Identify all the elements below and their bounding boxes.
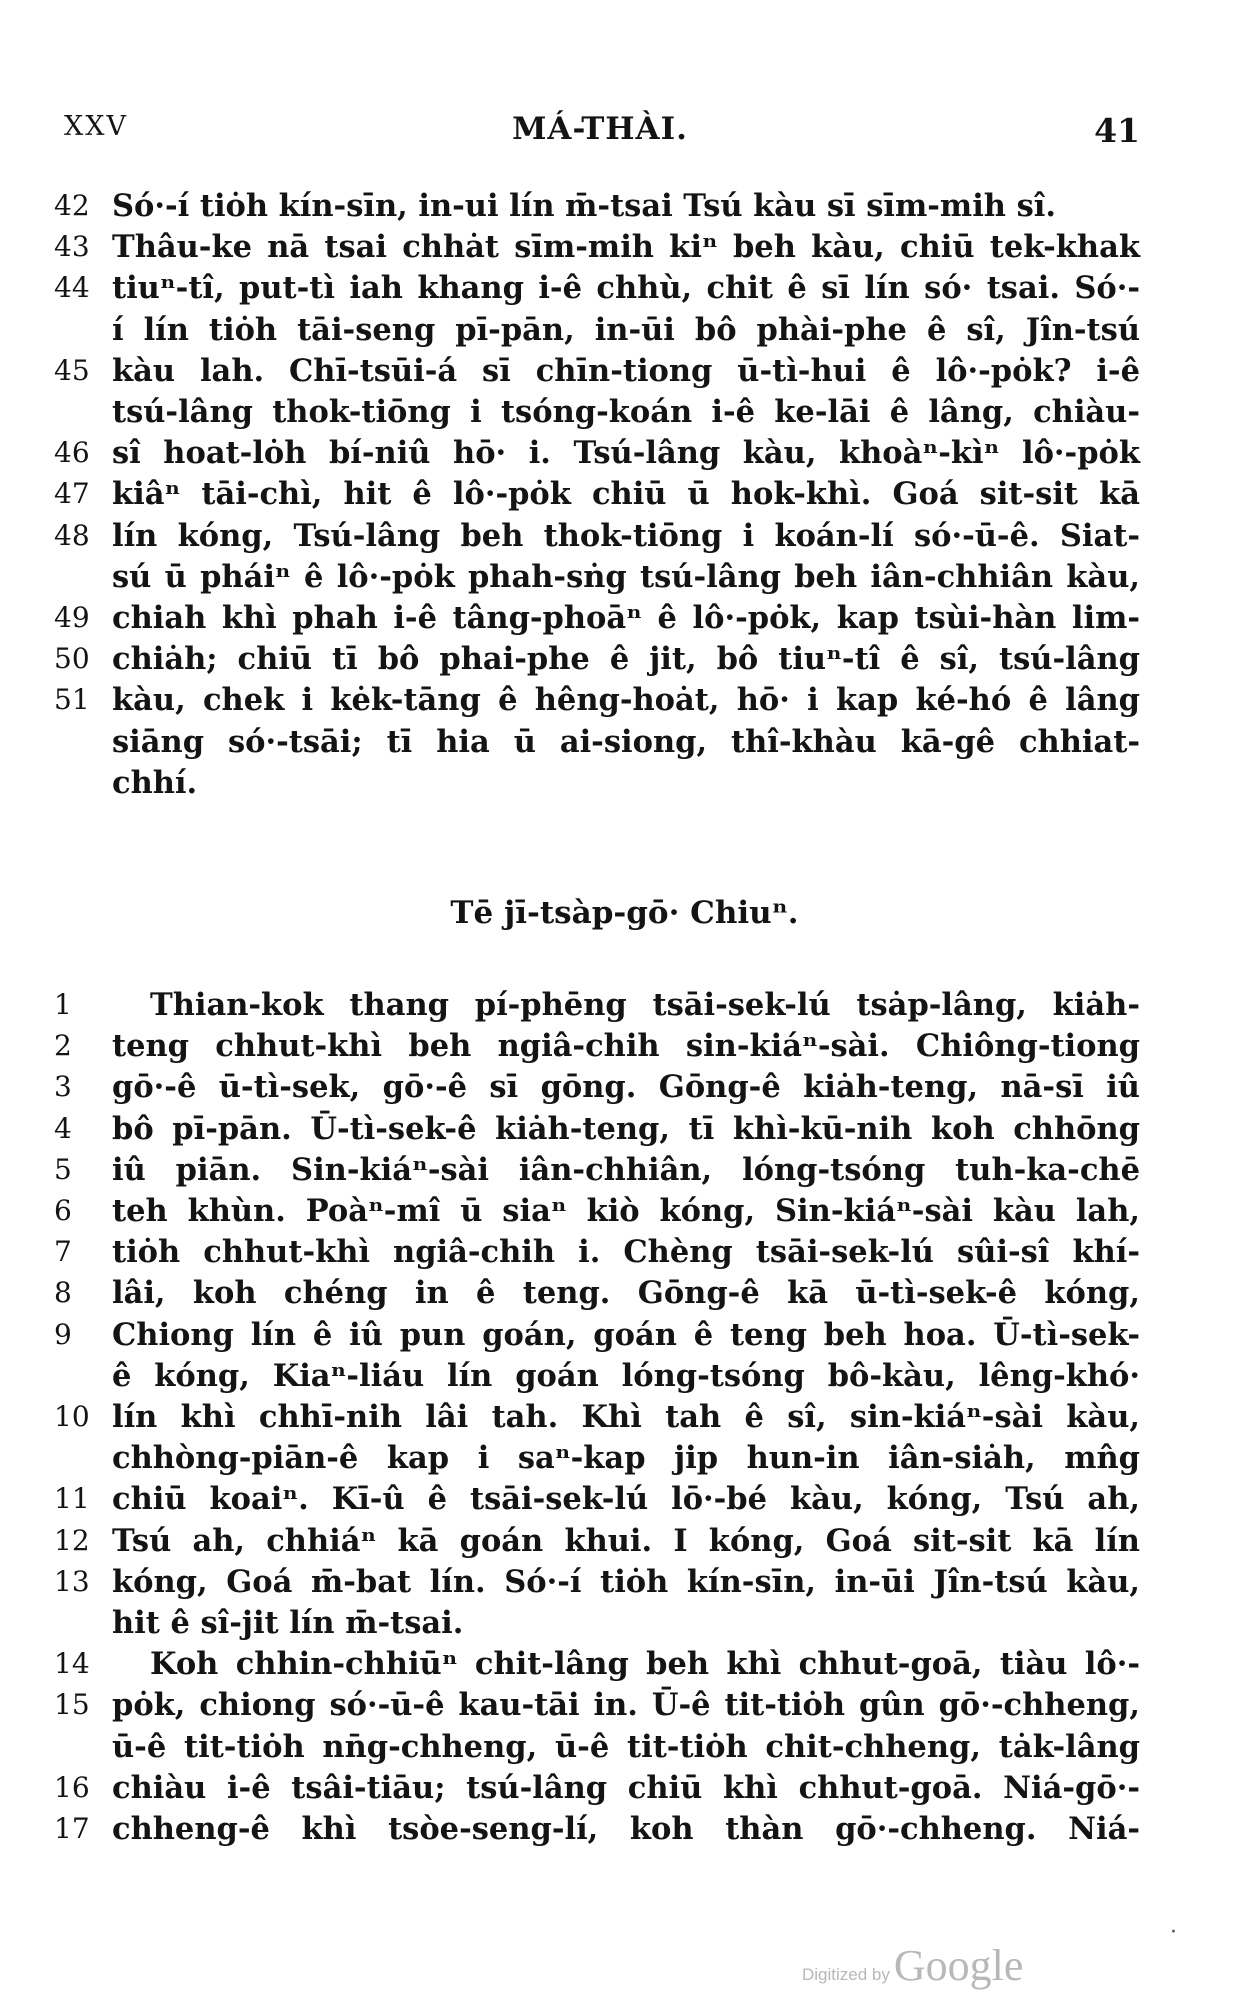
text-line: bô pī-pān. Ū-tì-sek-ê kiȧh-teng, tī khì-kū-nih koh chhōng <box>112 1110 1140 1147</box>
text-line: lín khì chhī-nih lâi tah. Khì tah ê sî, sin-kiáⁿ-sài kàu, <box>112 1399 1140 1435</box>
text-line: chiàu i-ê tsâi-tiāu; tsú-lâng chiū khì chhut-goā. Niá-gō·- <box>112 1769 1140 1806</box>
text-line: Thâu-ke nā tsai chhȧt sīm-mih kiⁿ beh kàu, chiū tek-khak <box>112 229 1140 266</box>
text-line: chiȧh; chiū tī bô phai-phe ê jit, bô tiuⁿ-tî ê sî, tsú-lâng <box>112 641 1140 678</box>
line-number: 8 <box>54 1276 72 1310</box>
text-line: kàu lah. Chī-tsūi-á sī chīn-tiong ū-tì-hui ê lô·-pȯk? i-ê <box>112 352 1140 389</box>
text-line: tiuⁿ-tî, put-tì iah khang i-ê chhù, chit ê sī lín só· tsai. Só·- <box>112 270 1140 307</box>
line-number: 14 <box>54 1647 90 1681</box>
line-number: 12 <box>54 1523 90 1557</box>
line-number: 48 <box>54 518 90 552</box>
text-line: gō·-ê ū-tì-sek, gō·-ê sī gōng. Gōng-ê kiȧh-teng, nā-sī iû <box>112 1069 1140 1106</box>
line-number: 45 <box>54 353 90 387</box>
line-number: 44 <box>54 271 90 305</box>
text-line: Tsú ah, chhiáⁿ kā goán khui. I kóng, Goá sit-sit kā lín <box>112 1522 1140 1559</box>
digitized-watermark <box>802 1940 1023 1991</box>
text-line: chhí. <box>112 764 198 801</box>
text-line: tsú-lâng thok-tiōng i tsóng-koán i-ê ke-lāi ê lâng, chiàu- <box>112 394 1140 430</box>
text-line: ū-ê tit-tiȯh nn̄g-chheng, ū-ê tit-tiȯh chit-chheng, tȧk-lâng <box>112 1728 1140 1765</box>
text-line: ê kóng, Kiaⁿ-liáu lín goán lóng-tsóng bô-kàu, lêng-khó· <box>112 1357 1140 1394</box>
line-number: 17 <box>54 1812 90 1845</box>
line-number: 51 <box>54 683 90 717</box>
page-header <box>60 111 1140 155</box>
text-line: teh khùn. Poàⁿ-mî ū siaⁿ kiò kóng, Sin-kiáⁿ-sài kàu lah, <box>112 1193 1140 1229</box>
line-number: 11 <box>54 1482 90 1516</box>
text-line: chiah khì phah i-ê tâng-phoāⁿ ê lô·-pȯk, kap tsùi-hàn lim- <box>112 600 1140 636</box>
text-line: chheng-ê khì tsòe-seng-lí, koh thàn gō·-chheng. Niá- <box>112 1811 1140 1847</box>
text-line: kóng, Goá m̄-bat lín. Só·-í tiȯh kín-sīn, in-ūi Jîn-tsú kàu, <box>112 1563 1140 1600</box>
text-line: kàu, chek i kėk-tāng ê hêng-hoȧt, hō· i kap ké-hó ê lâng <box>112 682 1140 719</box>
running-head: XXV <box>64 111 128 142</box>
line-number: 43 <box>54 230 90 264</box>
line-number: 15 <box>54 1688 90 1722</box>
line-number: 47 <box>54 477 90 511</box>
line-number: 5 <box>54 1152 72 1186</box>
text-line: tiȯh chhut-khì ngiâ-chih i. Chèng tsāi-sek-lú sûi-sî khí- <box>112 1234 1140 1271</box>
text-line: Chiong lín ê iû pun goán, goán ê teng beh hoa. Ū-tì-sek- <box>112 1316 1140 1353</box>
line-number: 7 <box>54 1235 72 1269</box>
line-number: 16 <box>54 1770 90 1804</box>
line-number: 46 <box>54 436 90 470</box>
line-number: 50 <box>54 642 90 676</box>
line-number: 6 <box>54 1194 72 1227</box>
line-number: 13 <box>54 1564 90 1598</box>
text-line: Thian-kok thang pí-phēng tsāi-sek-lú tsȧp-lâng, kiȧh- <box>150 987 1140 1023</box>
line-number: 1 <box>54 988 72 1021</box>
line-number: 3 <box>54 1070 72 1104</box>
watermark-brand: Google <box>893 1941 1024 1990</box>
line-number: 42 <box>54 189 90 222</box>
text-line: Só·-í tiȯh kín-sīn, in-ui lín m̄-tsai Tsú kàu sī sīm-mih sî. <box>112 188 1056 224</box>
line-number: 10 <box>54 1400 90 1433</box>
text-line: sú ū pháiⁿ ê lô·-pȯk phah-sṅg tsú-lâng beh iân-chhiân kàu, <box>112 558 1140 595</box>
text-line: chiū koaiⁿ. Kī-û ê tsāi-sek-lú lō·-bé kàu, kóng, Tsú ah, <box>112 1481 1140 1518</box>
text-line: chhòng-piān-ê kap i saⁿ-kap jip hun-in iân-siȧh, mn̂g <box>112 1440 1140 1477</box>
line-number: 49 <box>54 601 90 634</box>
text-line: lâi, koh chéng in ê teng. Gōng-ê kā ū-tì-sek-ê kóng, <box>112 1275 1140 1312</box>
section-heading: Tē jī-tsàp-gō· Chiuⁿ. <box>450 895 799 931</box>
watermark-text: Digitized by <box>802 1965 890 1984</box>
text-line: lín kóng, Tsú-lâng beh thok-tiōng i koán-lí só·-ū-ê. Siat- <box>112 517 1140 554</box>
line-number: 9 <box>54 1317 72 1351</box>
text-line: kiâⁿ tāi-chì, hit ê lô·-pȯk chiū ū hok-khì. Goá sit-sit kā <box>112 476 1140 513</box>
text-line: í lín tiȯh tāi-seng pī-pān, in-ūi bô phài-phe ê sî, Jîn-tsú <box>112 311 1140 348</box>
line-number: 2 <box>54 1029 72 1063</box>
text-line: Koh chhin-chhiūⁿ chit-lâng beh khì chhut-goā, tiàu lô·- <box>150 1646 1140 1683</box>
text-line: iû piān. Sin-kiáⁿ-sài iân-chhiân, lóng-tsóng tuh-ka-chē <box>112 1151 1140 1188</box>
page-title: MÁ-THÀI. <box>512 111 688 147</box>
text-line: pȯk, chiong só·-ū-ê kau-tāi in. Ū-ê tit-tiȯh gûn gō·-chheng, <box>112 1687 1140 1724</box>
text-line: siāng só·-tsāi; tī hia ū ai-siong, thî-khàu kā-gê chhiat- <box>112 723 1140 760</box>
text-line: teng chhut-khì beh ngiâ-chih sin-kiáⁿ-sài. Chiông-tiong <box>112 1028 1140 1065</box>
text-line: hit ê sî-jit lín m̄-tsai. <box>112 1605 464 1641</box>
line-number: 4 <box>54 1111 72 1145</box>
text-line: sî hoat-lȯh bí-niû hō· i. Tsú-lâng kàu, khoàⁿ-kìⁿ lô·-pȯk <box>112 435 1140 472</box>
margin-mark: · <box>1170 1920 1177 1945</box>
page-number: 41 <box>1094 111 1140 150</box>
